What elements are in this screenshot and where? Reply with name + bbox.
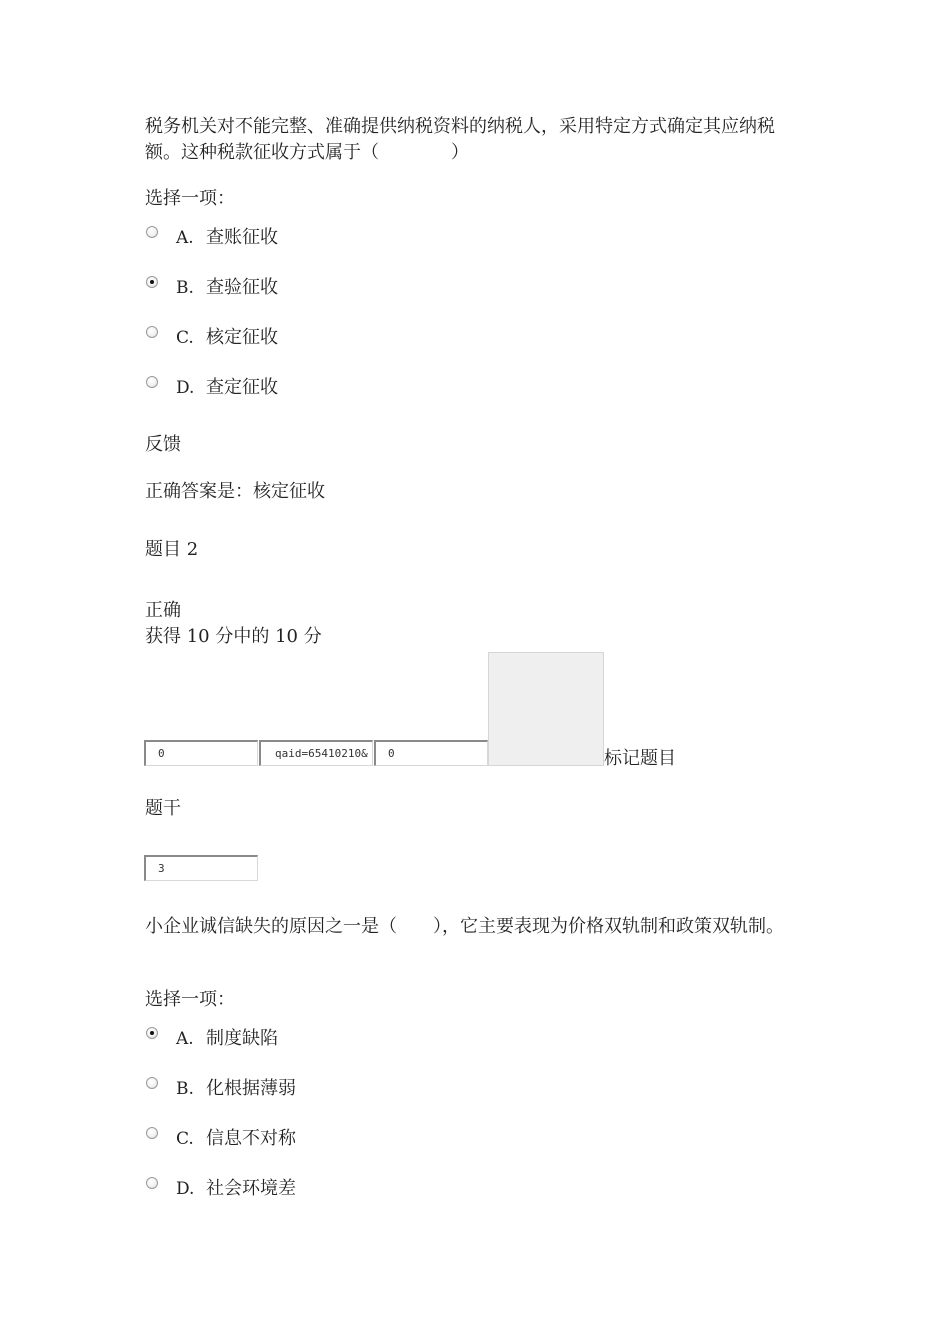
hidden-field-2[interactable]: 0 <box>374 740 488 766</box>
option-text: 信息不对称 <box>206 1128 296 1149</box>
radio-button[interactable] <box>146 326 158 338</box>
option-letter: D. <box>176 378 195 398</box>
q2-prompt: 选择一项： <box>145 989 235 1010</box>
radio-button[interactable] <box>146 1177 158 1189</box>
option-letter: A. <box>176 228 194 248</box>
option-letter: C. <box>176 328 194 348</box>
radio-button[interactable] <box>146 376 158 388</box>
flag-question-label[interactable]: 标记题目 <box>604 748 676 769</box>
correct-answer: 正确答案是：核定征收 <box>145 481 325 502</box>
radio-button-checked[interactable] <box>146 276 158 288</box>
q1-stem: 税务机关对不能完整、准确提供纳税资料的纳税人，采用特定方式确定其应纳税额。这种税款征收方式属于（ ） <box>145 116 775 163</box>
hidden-field-1[interactable]: 0 <box>144 740 258 766</box>
option-text: 查账征收 <box>206 227 278 248</box>
option-text: 查验征收 <box>206 277 278 298</box>
radio-button[interactable] <box>146 1077 158 1089</box>
option-letter: B. <box>176 278 194 298</box>
option-text: 核定征收 <box>206 327 278 348</box>
radio-button-checked[interactable] <box>146 1027 158 1039</box>
option-text: 社会环境差 <box>206 1178 296 1199</box>
hidden-field-qaid[interactable]: qaid=65410210& <box>259 740 373 766</box>
option-letter: A. <box>176 1029 194 1049</box>
option-letter: D. <box>176 1179 195 1199</box>
question-status: 正确 <box>145 600 181 621</box>
option-letter: B. <box>176 1079 194 1099</box>
radio-button[interactable] <box>146 226 158 238</box>
question-title: 题目 2 <box>145 539 199 560</box>
flag-image-placeholder[interactable] <box>488 652 604 766</box>
q2-stem: 小企业诚信缺失的原因之一是（ ），它主要表现为价格双轨制和政策双轨制。 <box>145 916 784 937</box>
option-text: 化根据薄弱 <box>206 1078 296 1099</box>
question-score: 获得 10 分中的 10 分 <box>145 626 322 647</box>
option-text: 查定征收 <box>206 377 278 398</box>
q1-prompt: 选择一项： <box>145 188 235 209</box>
stem-heading: 题干 <box>145 798 181 819</box>
option-letter: C. <box>176 1129 194 1149</box>
question-number-field[interactable]: 3 <box>144 855 258 881</box>
radio-button[interactable] <box>146 1127 158 1139</box>
feedback-heading: 反馈 <box>145 434 181 455</box>
option-text: 制度缺陷 <box>206 1028 278 1049</box>
